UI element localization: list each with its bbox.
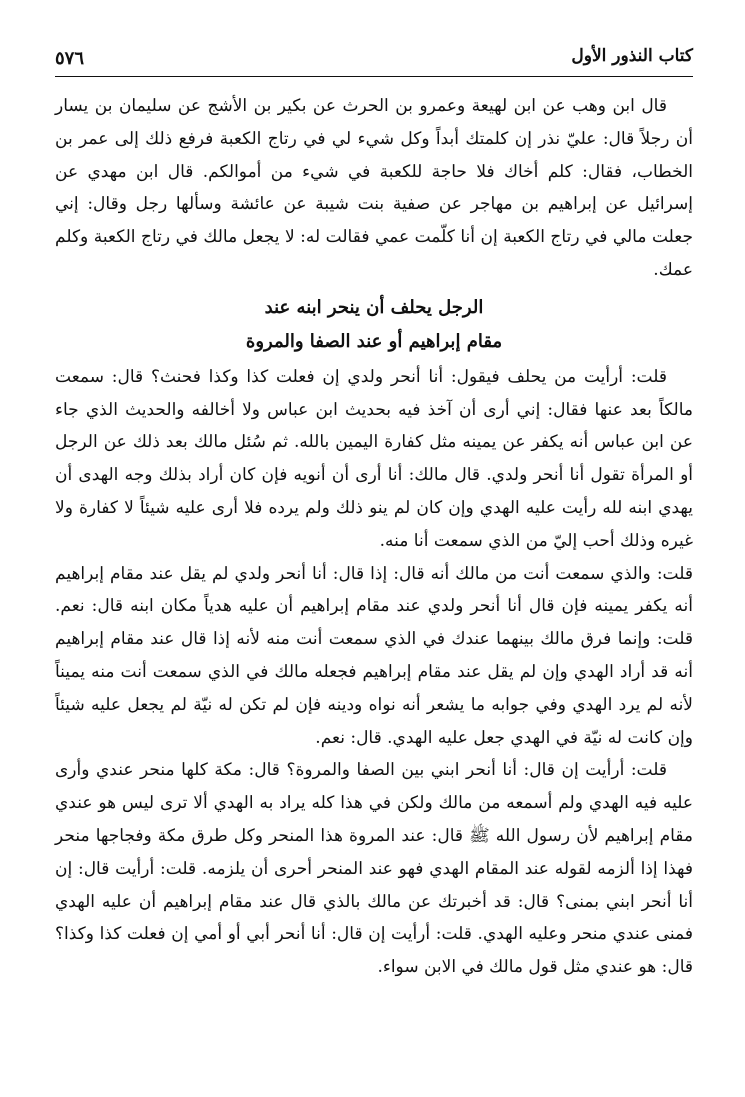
paragraph: قال ابن وهب عن ابن لهيعة وعمرو بن الحرث عن بكير بن الأشج عن سليمان بن يسار أن رجلاً قال: عليّ نذر إن كلمتك أبداً وكل شيء لي في رتاج الكعبة فرفع ذلك إلى عمر بن الخطاب، فقال: كلم أخاك فلا حاجة للكعبة في شيء من أموالكم. قال ابن مهدي عن إسرائيل عن إبراهيم بن مهاجر عن صفية بنت شيبة عن عائشة وسألها رجل وقال: إني جعلت مالي في رتاج الكعبة إن أنا كلّمت عمي فقالت له: لا يجعل مالك في رتاج الكعبة وكلم عمك. [55, 96, 693, 280]
book-title: كتاب النذور الأول [571, 46, 693, 66]
page-number: ٥٧٦ [55, 48, 85, 69]
paragraph: قلت: أرأيت إن قال: أنا أنحر ابني بين الصفا والمروة؟ قال: مكة كلها منحر عندي وأرى عليه فيه الهدي ولم أسمعه من مالك ولكن في هذا كله يراد به الهدي ألا ترى ليس هو عندي مقام إبراهيم لأن رسول الله ﷺ قال: عند المروة هذا المنحر وكل طرق مكة وفجاجها منحر فهذا إذا ألزمه لقوله عند المقام الهدي فهو عند المنحر أحرى أن يلزمه. قلت: أرأيت قال: إن أنا أنحر ابني بمنى؟ قال: قد أخبرتك عن مالك بالذي قال عند مقام إبراهيم أن عليه الهدي فمنى عندي منحر وعليه الهدي. قلت: أرأيت إن قال: أنا أنحر أبي أو أمي إن فعلت كذا وكذا؟ قال: هو عندي مثل قول مالك في الابن سواء. [55, 760, 693, 978]
paragraph: قلت: أرأيت من يحلف فيقول: أنا أنحر ولدي إن فعلت كذا وكذا فحنث؟ قال: سمعت مالكاً بعد عنها فقال: إني أرى أن آخذ فيه بحديث ابن عباس ولا أخالفه والحديث الذي جاء عن ابن عباس أنه يكفر عن يمينه مثل كفارة اليمين بالله. ثم سُئل مالك بعد ذلك عن الرجل أو المرأة تقول أنا أنحر ولدي. قال مالك: أنا أرى أن أنويه فإن كان أراد بذلك وجه الهدى أن يهدي ابنه لله رأيت عليه الهدي وإن كان لم ينو ذلك ولم يرده فلا أرى عليه شيئاً لا كفارة ولا غيره وذلك أحب إليّ من الذي سمعت أنا منه. [55, 366, 693, 551]
section-heading [55, 291, 693, 359]
paragraph: قلت: والذي سمعت أنت من مالك أنه قال: إذا قال: أنا أنحر ولدي لم يقل عند مقام إبراهيم أنه يكفر يمينه فإن قال أنا أنحر ولدي عند مقام إبراهيم أن عليه هدياً مكان ابنه قال: نعم. قلت: وإنما فرق مالك بينهما عندك في الذي سمعت أنت منه لأنه إذا قال عند مقام إبراهيم أنه قد أراد الهدي وإن لم يقل عند مقام إبراهيم فجعله مالك في الذي سمعت أنت منه يميناً لأنه لم يرد الهدي وفي جوابه ما يشعر أنه نواه ودينه فإن لم تكن له نيّة لم يجعل عليه شيئاً وإن كانت له نيّة في الهدي جعل عليه الهدي. قال: نعم. [55, 563, 693, 748]
page-body [55, 90, 693, 984]
page-header [55, 40, 693, 77]
section-heading-line-2: مقام إبراهيم أو عند الصفا والمروة [245, 330, 503, 352]
section-heading-line-1: الرجل يحلف أن ينحر ابنه عند [264, 296, 484, 318]
